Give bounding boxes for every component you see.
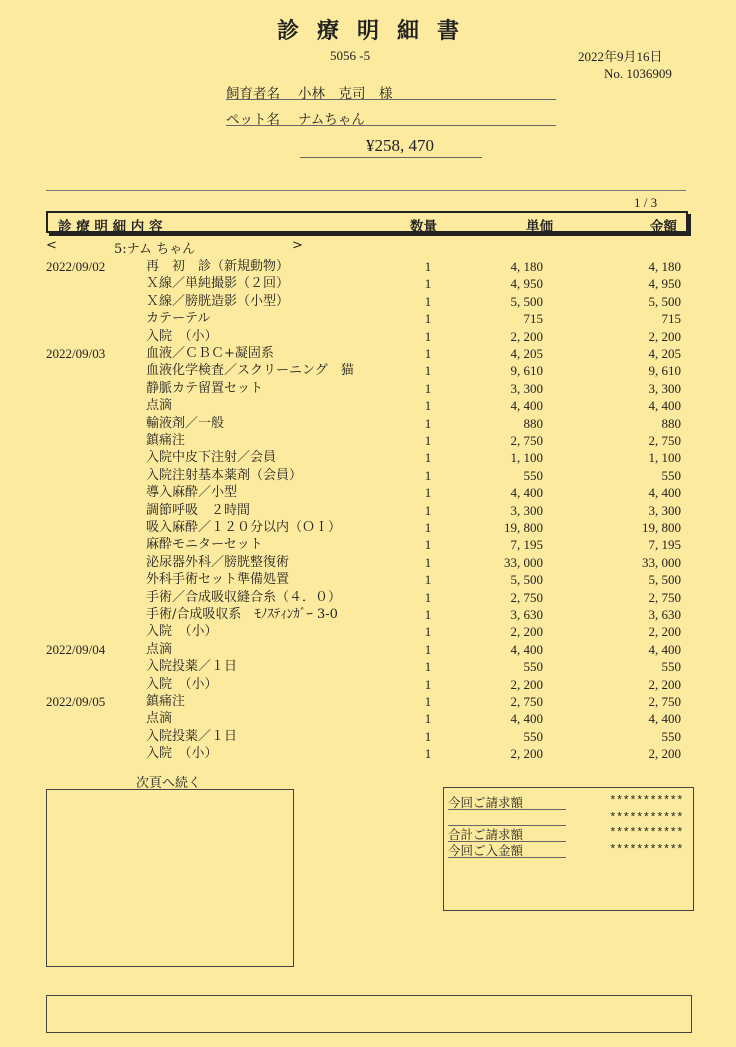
row-qty: 1 <box>424 676 432 692</box>
document-title: 診療明細書 <box>276 18 477 44</box>
row-qty: 1 <box>424 537 432 553</box>
summary-value: *********** <box>609 843 683 857</box>
row-qty: 1 <box>424 659 432 675</box>
table-row <box>0 536 736 553</box>
row-qty: 1 <box>424 450 432 466</box>
row-amount: 4, 205 <box>648 346 681 361</box>
invoice-code: 5056 -5 <box>330 48 371 63</box>
pet-label: ペット名 <box>226 112 280 128</box>
row-item-name: 点滴 <box>146 641 173 657</box>
row-item-name: 導入麻酔／小型 <box>146 485 238 501</box>
row-amount: 7, 195 <box>648 537 681 553</box>
row-qty: 1 <box>424 293 432 309</box>
row-item-name: 血液化学検査／スクリーニング 猫 <box>146 363 354 379</box>
row-qty: 1 <box>424 467 432 483</box>
table-row <box>0 606 736 623</box>
table-row <box>0 519 736 536</box>
table-row <box>0 345 736 362</box>
row-amount: 880 <box>661 415 681 431</box>
row-unit-price: 3, 300 <box>510 380 543 396</box>
row-unit-price: 4, 400 <box>510 641 543 657</box>
continued-note: 次頁へ続く <box>136 776 202 791</box>
row-item-name: 輸液剤／一般 <box>146 415 225 431</box>
row-unit-price: 5, 500 <box>510 293 543 309</box>
row-date: 2022/09/05 <box>46 694 106 709</box>
row-unit-price: 2, 750 <box>510 694 543 709</box>
table-header <box>46 211 688 233</box>
invoice-number: No. 1036909 <box>604 66 672 81</box>
row-item-name: 点滴 <box>146 398 173 414</box>
pet-line <box>46 238 303 257</box>
pet-line-right: > <box>292 238 303 253</box>
row-unit-price: 715 <box>523 311 543 327</box>
row-amount: 550 <box>661 728 681 744</box>
header-unit: 単価 <box>526 219 553 235</box>
row-amount: 4, 400 <box>648 485 681 501</box>
table-row <box>0 415 736 432</box>
row-unit-price: 33, 000 <box>504 554 543 570</box>
row-unit-price: 3, 630 <box>510 607 543 622</box>
header-item: 診 療 明 細 内 容 <box>58 219 163 235</box>
row-qty: 1 <box>424 415 432 431</box>
table-row <box>0 275 736 292</box>
row-amount: 550 <box>661 659 681 675</box>
row-item-name: 入院投薬／１日 <box>146 659 238 675</box>
table-row <box>0 310 736 327</box>
row-item-name: 入院 （小） <box>146 328 218 344</box>
row-item-name: 泌尿器外科／膀胱整復術 <box>146 554 290 570</box>
row-unit-price: 7, 195 <box>510 537 543 553</box>
row-qty: 1 <box>424 259 432 274</box>
footer-box <box>46 995 692 1033</box>
row-unit-price: 4, 400 <box>510 485 543 501</box>
row-amount: 1, 100 <box>648 450 681 466</box>
row-unit-price: 4, 180 <box>510 259 543 274</box>
row-unit-price: 2, 200 <box>510 624 543 640</box>
row-amount: 2, 750 <box>648 433 681 448</box>
issue-date: 2022年9月16日 <box>578 49 663 64</box>
row-unit-price: 2, 750 <box>510 589 543 605</box>
table-row <box>0 710 736 727</box>
total-amount: ¥258, 470 <box>366 136 434 155</box>
row-item-name: 入院注射基本薬剤（会員） <box>146 467 303 483</box>
table-row <box>0 380 736 397</box>
row-unit-price: 1, 100 <box>510 450 543 466</box>
row-amount: 2, 200 <box>648 624 681 640</box>
row-amount: 4, 950 <box>648 276 681 292</box>
row-item-name: 鎮痛注 <box>146 433 186 448</box>
row-qty: 1 <box>424 711 432 727</box>
row-item-name: 入院 （小） <box>146 746 218 762</box>
table-row <box>0 293 736 310</box>
row-item-name: 麻酔モニターセット <box>146 537 263 553</box>
row-amount: 3, 300 <box>648 502 681 518</box>
row-item-name: 入院中皮下注射／会員 <box>146 450 277 466</box>
table-row <box>0 397 736 414</box>
row-amount: 4, 400 <box>648 711 681 727</box>
row-qty: 1 <box>424 746 432 762</box>
table-row <box>0 693 736 710</box>
row-amount: 19, 800 <box>642 520 681 535</box>
summary-underline <box>448 809 566 810</box>
row-item-name: 手術／合成吸収縫合糸（４．０） <box>146 589 342 605</box>
row-date: 2022/09/02 <box>46 259 106 274</box>
row-item-name: Ｘ線／膀胱造影（小型） <box>146 293 290 309</box>
row-item-name: Ｘ線／単純撮影（２回） <box>146 276 290 292</box>
row-unit-price: 4, 950 <box>510 276 543 292</box>
table-row <box>0 258 736 275</box>
row-amount: 550 <box>661 467 681 483</box>
row-unit-price: 2, 750 <box>510 433 543 448</box>
row-amount: 3, 300 <box>648 380 681 396</box>
pet-line-left: < <box>46 238 57 253</box>
row-amount: 4, 180 <box>648 259 681 274</box>
table-row <box>0 728 736 745</box>
row-item-name: 入院投薬／１日 <box>146 728 238 744</box>
row-qty: 1 <box>424 641 432 657</box>
row-item-name: 吸入麻酔／１２０分以内（ＯＩ） <box>146 520 342 535</box>
row-unit-price: 550 <box>523 659 543 675</box>
summary-value: *********** <box>609 826 683 840</box>
row-unit-price: 2, 200 <box>510 676 543 692</box>
row-qty: 1 <box>424 433 432 448</box>
row-amount: 2, 750 <box>648 694 681 709</box>
row-qty: 1 <box>424 520 432 535</box>
row-unit-price: 550 <box>523 728 543 744</box>
table-row <box>0 502 736 519</box>
row-amount: 5, 500 <box>648 293 681 309</box>
table-row <box>0 362 736 379</box>
row-amount: 3, 630 <box>648 607 681 622</box>
row-qty: 1 <box>424 276 432 292</box>
table-row <box>0 658 736 675</box>
row-qty: 1 <box>424 485 432 501</box>
row-qty: 1 <box>424 572 432 588</box>
row-amount: 2, 200 <box>648 746 681 762</box>
row-amount: 5, 500 <box>648 572 681 588</box>
row-unit-price: 550 <box>523 467 543 483</box>
summary-value: *********** <box>609 794 683 808</box>
row-item-name: 鎮痛注 <box>146 694 186 709</box>
owner-underline <box>226 99 556 100</box>
table-row <box>0 589 736 606</box>
row-qty: 1 <box>424 363 432 379</box>
table-row <box>0 484 736 501</box>
row-item-name: 点滴 <box>146 711 173 727</box>
owner-label: 飼育者名 <box>226 86 280 102</box>
summary-label: 合計ご請求額 <box>448 827 524 842</box>
row-amount: 9, 610 <box>648 363 681 379</box>
table-row <box>0 676 736 693</box>
row-qty: 1 <box>424 502 432 518</box>
row-unit-price: 2, 200 <box>510 328 543 344</box>
row-qty: 1 <box>424 728 432 744</box>
row-unit-price: 19, 800 <box>504 520 543 535</box>
page-indicator: 1 / 3 <box>634 195 658 210</box>
row-qty: 1 <box>424 398 432 414</box>
row-unit-price: 9, 610 <box>510 363 543 379</box>
row-amount: 4, 400 <box>648 641 681 657</box>
row-qty: 1 <box>424 311 432 327</box>
summary-underline <box>448 857 566 858</box>
row-qty: 1 <box>424 694 432 709</box>
notes-box <box>46 789 294 967</box>
row-date: 2022/09/04 <box>46 641 106 657</box>
table-row <box>0 432 736 449</box>
table-row <box>0 641 736 658</box>
row-qty: 1 <box>424 380 432 396</box>
header-qty: 数量 <box>410 219 437 235</box>
row-unit-price: 880 <box>523 415 543 431</box>
pet-underline <box>226 125 556 126</box>
row-qty: 1 <box>424 328 432 344</box>
table-row <box>0 449 736 466</box>
row-item-name: 外科手術セット準備処置 <box>146 572 290 588</box>
table-row <box>0 623 736 640</box>
row-qty: 1 <box>424 624 432 640</box>
table-row <box>0 467 736 484</box>
row-item-name: 調節呼吸 ２時間 <box>146 502 251 518</box>
summary-label: 今回ご請求額 <box>448 795 524 810</box>
row-amount: 2, 200 <box>648 676 681 692</box>
summary-value: *********** <box>609 811 683 825</box>
row-item-name: 手術/合成吸収系 ﾓﾉｽﾃｨﾝｶﾞｰ 3-0 <box>146 607 338 622</box>
row-qty: 1 <box>424 554 432 570</box>
table-row <box>0 571 736 588</box>
row-unit-price: 4, 400 <box>510 711 543 727</box>
row-item-name: 入院 （小） <box>146 676 218 692</box>
row-qty: 1 <box>424 589 432 605</box>
pet-name: ナムちゃん <box>298 112 365 128</box>
table-row <box>0 554 736 571</box>
row-unit-price: 3, 300 <box>510 502 543 518</box>
row-amount: 2, 200 <box>648 328 681 344</box>
total-underline <box>300 157 482 158</box>
row-amount: 4, 400 <box>648 398 681 414</box>
row-unit-price: 2, 200 <box>510 746 543 762</box>
row-amount: 2, 750 <box>648 589 681 605</box>
row-qty: 1 <box>424 607 432 622</box>
row-item-name: カテーテル <box>146 311 211 327</box>
row-item-name: 静脈カテ留置セット <box>146 380 264 396</box>
pet-line-name: 5:ナム ちゃん <box>114 242 196 257</box>
summary-label: 今回ご入金額 <box>448 843 524 858</box>
summary-box <box>443 787 694 911</box>
table-row <box>0 328 736 345</box>
owner-name: 小林 克司 様 <box>298 86 393 102</box>
divider <box>46 190 686 191</box>
row-item-name: 再 初 診（新規動物） <box>146 259 290 274</box>
row-unit-price: 5, 500 <box>510 572 543 588</box>
table-row <box>0 745 736 762</box>
row-item-name: 入院 （小） <box>146 624 218 640</box>
header-amount: 金額 <box>650 219 677 235</box>
row-qty: 1 <box>424 346 432 361</box>
row-date: 2022/09/03 <box>46 346 106 361</box>
row-amount: 715 <box>661 311 681 327</box>
row-amount: 33, 000 <box>642 554 681 570</box>
row-unit-price: 4, 400 <box>510 398 543 414</box>
row-item-name: 血液／ＣＢＣ+凝固系 <box>146 346 274 361</box>
row-unit-price: 4, 205 <box>510 346 543 361</box>
